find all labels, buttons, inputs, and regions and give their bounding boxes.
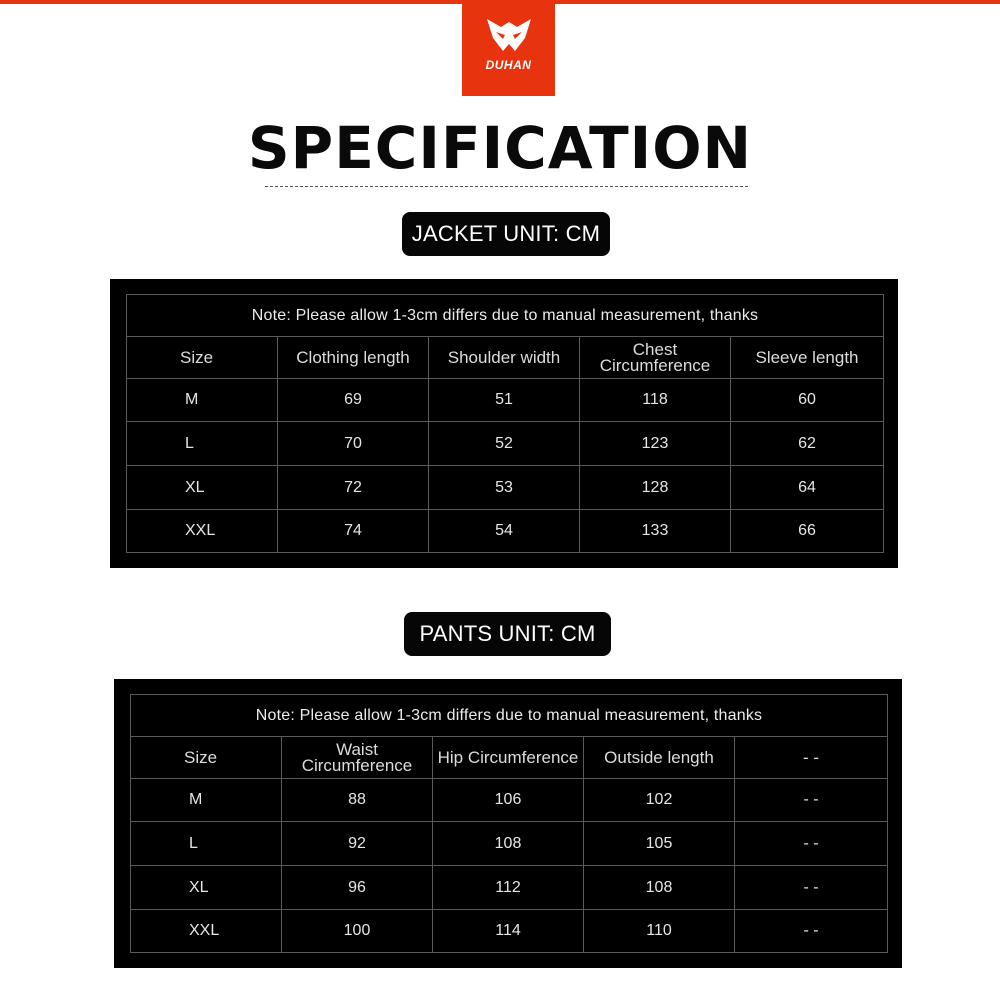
table-cell: 133	[580, 510, 731, 553]
table-cell: 69	[278, 379, 429, 422]
table-cell: 70	[278, 422, 429, 466]
pants-header-row	[131, 737, 888, 779]
table-cell: 123	[580, 422, 731, 466]
table-cell: - -	[735, 910, 888, 953]
table-cell: XL	[127, 466, 278, 510]
table-cell: XL	[131, 866, 282, 910]
table-cell: 100	[282, 910, 433, 953]
table-cell: 112	[433, 866, 584, 910]
table-cell: 60	[731, 379, 884, 422]
table-cell: 66	[731, 510, 884, 553]
table-cell: 96	[282, 866, 433, 910]
table-row	[131, 910, 888, 953]
table-row	[127, 422, 884, 466]
brand-logo	[462, 0, 555, 96]
table-cell: 74	[278, 510, 429, 553]
table-row	[131, 866, 888, 910]
table-cell: - -	[735, 822, 888, 866]
table-cell: M	[131, 779, 282, 822]
fox-head-icon	[486, 18, 532, 52]
table-header: Sleeve length	[731, 337, 884, 379]
table-row	[127, 379, 884, 422]
table-cell: XXL	[127, 510, 278, 553]
page-title: SPECIFICATION	[247, 114, 753, 182]
table-cell: 92	[282, 822, 433, 866]
table-cell: 64	[731, 466, 884, 510]
pants-unit-label: PANTS UNIT: CM	[404, 612, 611, 656]
jacket-size-table	[126, 294, 884, 553]
table-cell: 108	[433, 822, 584, 866]
table-cell: XXL	[131, 910, 282, 953]
table-cell: 128	[580, 466, 731, 510]
table-cell: 108	[584, 866, 735, 910]
table-cell: L	[131, 822, 282, 866]
table-header: Chest Circumference	[580, 337, 731, 379]
table-cell: 51	[429, 379, 580, 422]
table-cell: M	[127, 379, 278, 422]
table-cell: 54	[429, 510, 580, 553]
pants-note: Note: Please allow 1-3cm differs due to manual measurement, thanks	[131, 695, 888, 737]
pants-size-panel	[114, 679, 902, 968]
table-header: Size	[127, 337, 278, 379]
jacket-note: Note: Please allow 1-3cm differs due to manual measurement, thanks	[127, 295, 884, 337]
table-row	[131, 822, 888, 866]
table-cell: L	[127, 422, 278, 466]
table-header: Clothing length	[278, 337, 429, 379]
table-row	[127, 466, 884, 510]
table-header: Hip Circumference	[433, 737, 584, 779]
table-header: Shoulder width	[429, 337, 580, 379]
jacket-header-row	[127, 337, 884, 379]
table-cell: 52	[429, 422, 580, 466]
table-cell: 105	[584, 822, 735, 866]
table-cell: 114	[433, 910, 584, 953]
table-cell: 118	[580, 379, 731, 422]
table-cell: 106	[433, 779, 584, 822]
table-cell: 53	[429, 466, 580, 510]
jacket-unit-label: JACKET UNIT: CM	[402, 212, 610, 256]
table-header: Size	[131, 737, 282, 779]
brand-name: DUHAN	[485, 58, 532, 72]
table-row	[131, 779, 888, 822]
table-cell: 62	[731, 422, 884, 466]
title-divider	[265, 186, 748, 187]
table-cell: 102	[584, 779, 735, 822]
table-header: - -	[735, 737, 888, 779]
pants-size-table	[130, 694, 888, 953]
table-cell: - -	[735, 779, 888, 822]
table-cell: 88	[282, 779, 433, 822]
table-cell: 110	[584, 910, 735, 953]
table-cell: - -	[735, 866, 888, 910]
table-header: Outside length	[584, 737, 735, 779]
jacket-size-panel	[110, 279, 898, 568]
table-cell: 72	[278, 466, 429, 510]
table-header: Waist Circumference	[282, 737, 433, 779]
table-row	[127, 510, 884, 553]
